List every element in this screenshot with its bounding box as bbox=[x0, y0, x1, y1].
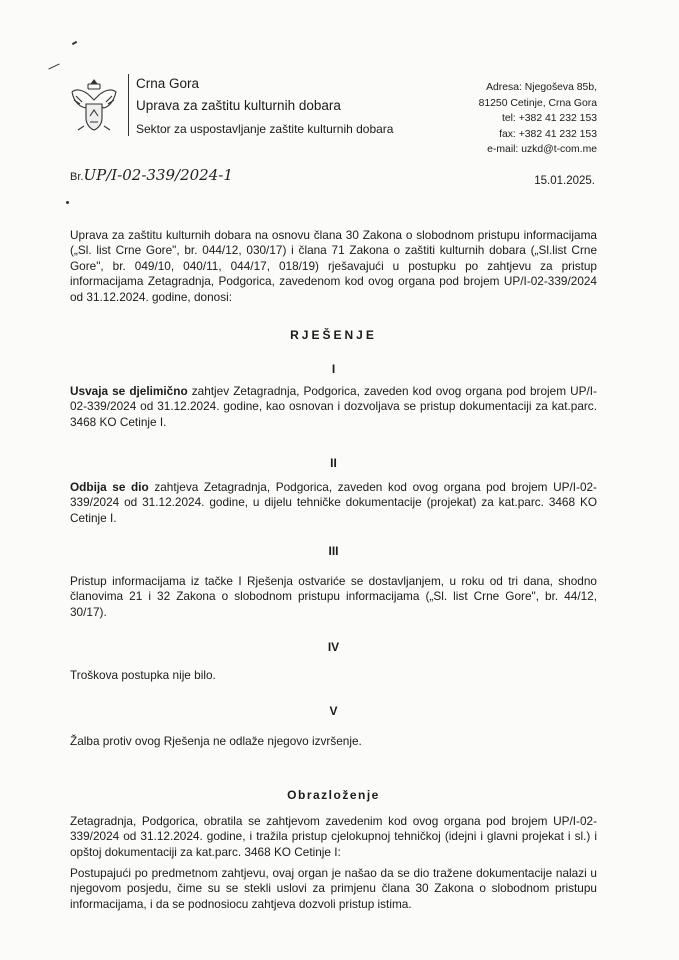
intro-paragraph: Uprava za zaštitu kulturnih dobara na osnovu člana 30 Zakona o slobodnom pristupu informacijama („Sl. list Crne Gore", br. 044/12, 030/17) i člana 71 Zakona o zaštiti kulturnih dobara („Sl.list Crne Gore", br. 049/10, 040/11, 044/17, 018/19) rješavajući u postupku po zahtjevu za pristup informacijama Zetagradnja, Podgorica, zavedenom kod ovog organa pod brojem UP/I-02-339/2024 od 31.12.2024. godine, donosi: bbox=[70, 228, 597, 304]
decision-title: RJEŠENJE bbox=[290, 328, 377, 342]
reasoning-title: Obrazloženje bbox=[287, 788, 380, 802]
section-i-lead: Usvaja se djelimično bbox=[70, 384, 188, 398]
section-numeral-i: I bbox=[331, 362, 336, 376]
reasoning-paragraph-2: Postupajući po predmetnom zahtjevu, ovaj organ je našao da se dio tražene dokumentacije nalazi u njegovom posjedu, čime su se stekli uslovi za primjenu člana 30 Zakona o slobodnom pristupu informacijama, i da se podnosiocu zahtjeva dozvoli pristup istima. bbox=[70, 866, 597, 911]
coat-of-arms-emblem bbox=[66, 76, 122, 134]
section-v-text: Žalba protiv ovog Rješenja ne odlaže njegovo izvršenje. bbox=[70, 734, 362, 748]
contact-block bbox=[479, 80, 597, 158]
fax-line: fax: +382 41 232 153 bbox=[499, 128, 597, 140]
document-date: 15.01.2025. bbox=[534, 175, 595, 187]
section-ii-lead: Odbija se dio bbox=[70, 480, 149, 494]
institution-sector: Sektor za uspostavljanje zaštite kulturnih dobara bbox=[136, 122, 394, 136]
section-numeral-ii: II bbox=[330, 456, 337, 470]
section-numeral-v: V bbox=[329, 704, 338, 718]
header-divider bbox=[128, 74, 129, 136]
reference-prefix: Br. bbox=[70, 171, 84, 183]
phone-line: tel: +382 41 232 153 bbox=[501, 113, 597, 125]
reference-handwritten: UP/I-02-339/2024-1 bbox=[83, 166, 233, 184]
reasoning-paragraph-1: Zetagradnja, Podgorica, obratila se zahtjevom zavedenim kod ovog organa pod brojem UP/I-02-339/2024 od 31.12.2024. godine, i tražila pristup cjelokupnoj tehničkoj (idejni i glavni projekat i sl.) i opštoj dokumentaciji za kat.parc. 3468 KO Cetinje I: bbox=[70, 814, 597, 859]
section-iii-text: Pristup informacijama iz tačke I Rješenja ostvariće se dostavljanjem, u roku od tri dana, shodno članovima 21 i 32 Zakona o slobodnom pristupu informacijama („Sl. list Crne Gore", br. 44/12, 30/17). bbox=[70, 574, 597, 619]
section-i-body: zahtjev Zetagradnja, Podgorica, zaveden kod ovog organa pod brojem UP/I-02-339/2024 od 31.12.2024. godine, kao osnovan i dozvoljava se pristup dokumentaciji za kat.parc. 3468 KO Cetinje I. bbox=[70, 384, 597, 429]
email-line: e-mail: uzkd@t-com.me bbox=[487, 144, 597, 156]
section-ii-body: zahtjeva Zetagradnja, Podgorica, zaveden kod ovog organa pod brojem UP/I-02-339/2024 od 31.12.2024. godine, u dijelu tehničke dokumentacije (projekat) za kat.parc. 3468 KO Cetinje I. bbox=[70, 480, 597, 525]
city-line: 81250 Cetinje, Crna Gora bbox=[478, 97, 597, 109]
section-iv-text: Troškova postupka nije bilo. bbox=[70, 668, 216, 682]
section-ii-text bbox=[70, 480, 597, 526]
section-numeral-iv: IV bbox=[327, 640, 340, 654]
address-line: Adresa: Njegoševa 85b, bbox=[486, 82, 597, 93]
section-numeral-iii: III bbox=[328, 544, 339, 558]
section-i-text bbox=[70, 384, 597, 430]
institution-country: Crna Gora bbox=[136, 76, 200, 91]
institution-name: Uprava za zaštitu kulturnih dobara bbox=[136, 98, 341, 113]
reference-number bbox=[70, 166, 233, 184]
